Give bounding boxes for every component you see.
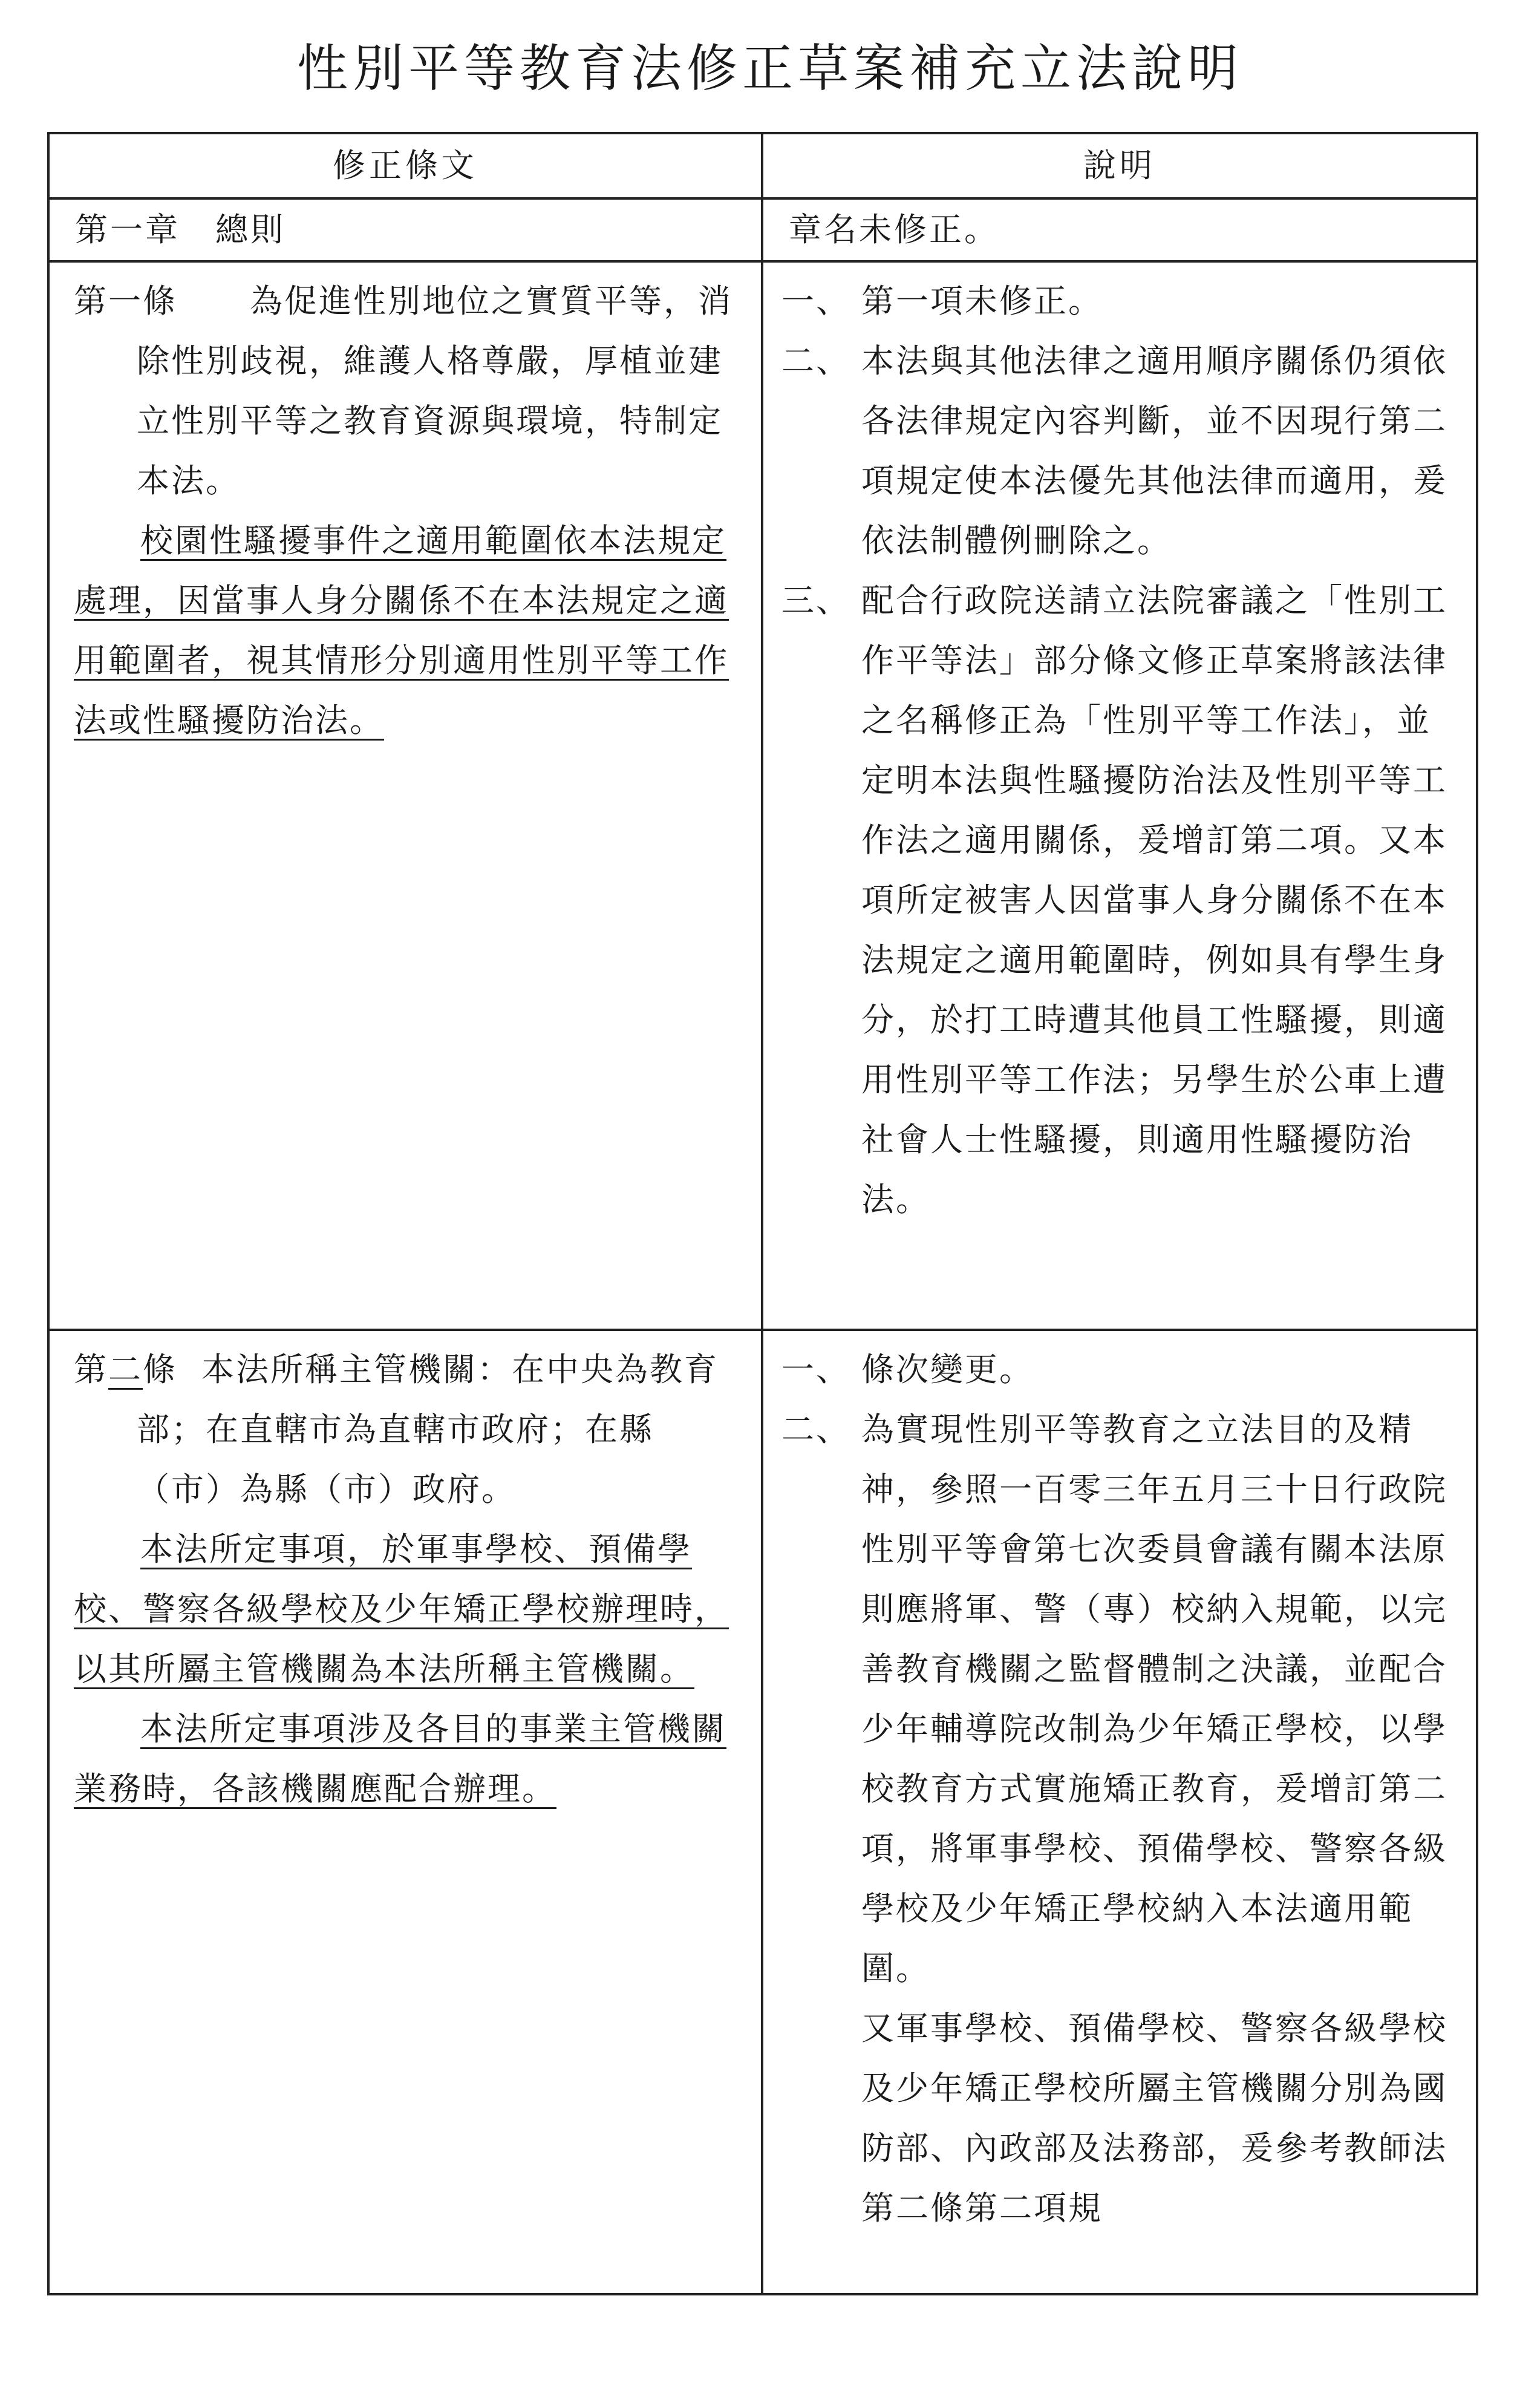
article-2-label-num: 二 (108, 1350, 143, 1389)
article-2-para-3-text: 本法所定事項涉及各目的事業主管機關業務時，各該機關應配合辦理。 (74, 1710, 726, 1808)
article-2-exp-1-num: 一、 (781, 1350, 850, 1389)
article-1-exp-item (781, 271, 1458, 331)
article-2-exp-item (781, 1399, 1458, 1998)
article-1-para-1 (74, 271, 739, 511)
table-header-row (48, 133, 1477, 198)
article-1-exp-item (781, 571, 1458, 1229)
article-1-exp-item (781, 331, 1458, 571)
article-2-label-suffix: 條 (143, 1350, 177, 1389)
article-1-label: 第一條 (74, 282, 177, 320)
article-1-para-1-text: 為促進性別地位之實質平等，消除性別歧視，維護人格尊嚴，厚植並建立性別平等之教育資源與環境，特制定本法。 (137, 282, 732, 500)
article-2-label-prefix: 第 (74, 1350, 108, 1389)
page-title: 性別平等教育法修正草案補充立法說明 (296, 39, 1243, 98)
article-1-exp-3-text: 配合行政院送請立法院審議之「性別工作平等法」部分條文修正草案將該法律之名稱修正為「性別平等工作法」，並定明本法與性騷擾防治法及性別平等工作法之適用關係，爰增訂第二項。又本項所定被害人因當事人身分關係不在本法規定之適用範圍時，例如具有學生身分，於打工時遭其他員工性騷擾，則適用性別平等工作法；另學生於公車上遭社會人士性騷擾，則適用性騷擾防治法。 (861, 581, 1447, 1219)
comparison-table (47, 132, 1478, 2295)
table-row-article-1 (48, 261, 1477, 1330)
table-row-article-2 (48, 1330, 1477, 2294)
article-2-para-3 (74, 1699, 739, 1819)
article-2-exp-2-text: 為實現性別平等教育之立法目的及精神，參照一百零三年五月三十日行政院性別平等會第七次委員會議有關本法原則應將軍、警（專）校納入規範，以完善教育機關之監督體制之決議，並配合少年輔導院改制為少年矯正學校，以學校教育方式實施矯正教育，爰增訂第二項，將軍事學校、預備學校、警察各級學校及少年矯正學校納入本法適用範圍。 (861, 1410, 1447, 1987)
chapter-explanation: 章名未修正。 (762, 198, 1477, 261)
article-2-para-1-text: 本法所稱主管機關：在中央為教育部；在直轄市為直轄市政府；在縣（市）為縣（市）政府。 (137, 1350, 719, 1508)
article-2-exp-continuation: 又軍事學校、預備學校、警察各級學校及少年矯正學校所屬主管機關分別為國防部、內政部及法務部，爰參考教師法第二條第二項規 (861, 2009, 1447, 2227)
header-amended-text: 修正條文 (48, 133, 762, 198)
article-2-explanation (762, 1330, 1477, 2294)
table-row-chapter (48, 198, 1477, 261)
article-2-exp-item (781, 1340, 1458, 1399)
article-2-para-1 (74, 1340, 739, 1519)
article-1-exp-3-num: 三、 (781, 581, 850, 620)
article-1-text (48, 261, 762, 1330)
article-1-exp-1-text: 第一項未修正。 (861, 282, 1103, 320)
article-1-para-2-text: 校園性騷擾事件之適用範圍依本法規定處理，因當事人身分關係不在本法規定之適用範圍者，視其情形分別適用性別平等工作法或性騷擾防治法。 (74, 522, 729, 739)
article-1-exp-1-num: 一、 (781, 282, 850, 320)
article-2-para-2-text: 本法所定事項，於軍事學校、預備學校、警察各級學校及少年矯正學校辦理時，以其所屬主管機關為本法所稱主管機關。 (74, 1530, 729, 1688)
header-explanation: 說明 (762, 133, 1477, 198)
article-1-exp-2-num: 二、 (781, 342, 850, 380)
article-2-para-2 (74, 1519, 739, 1699)
article-2-text (48, 1330, 762, 2294)
chapter-title: 第一章 總則 (48, 198, 762, 261)
article-1-explanation (762, 261, 1477, 1330)
article-1-para-2 (74, 511, 739, 750)
article-2-exp-2-num: 二、 (781, 1410, 850, 1448)
article-1-exp-2-text: 本法與其他法律之適用順序關係仍須依各法律規定內容判斷，並不因現行第二項規定使本法優先其他法律而適用，爰依法制體例刪除之。 (861, 342, 1447, 560)
article-2-exp-1-text: 條次變更。 (861, 1350, 1034, 1389)
article-2-label (74, 1350, 177, 1389)
